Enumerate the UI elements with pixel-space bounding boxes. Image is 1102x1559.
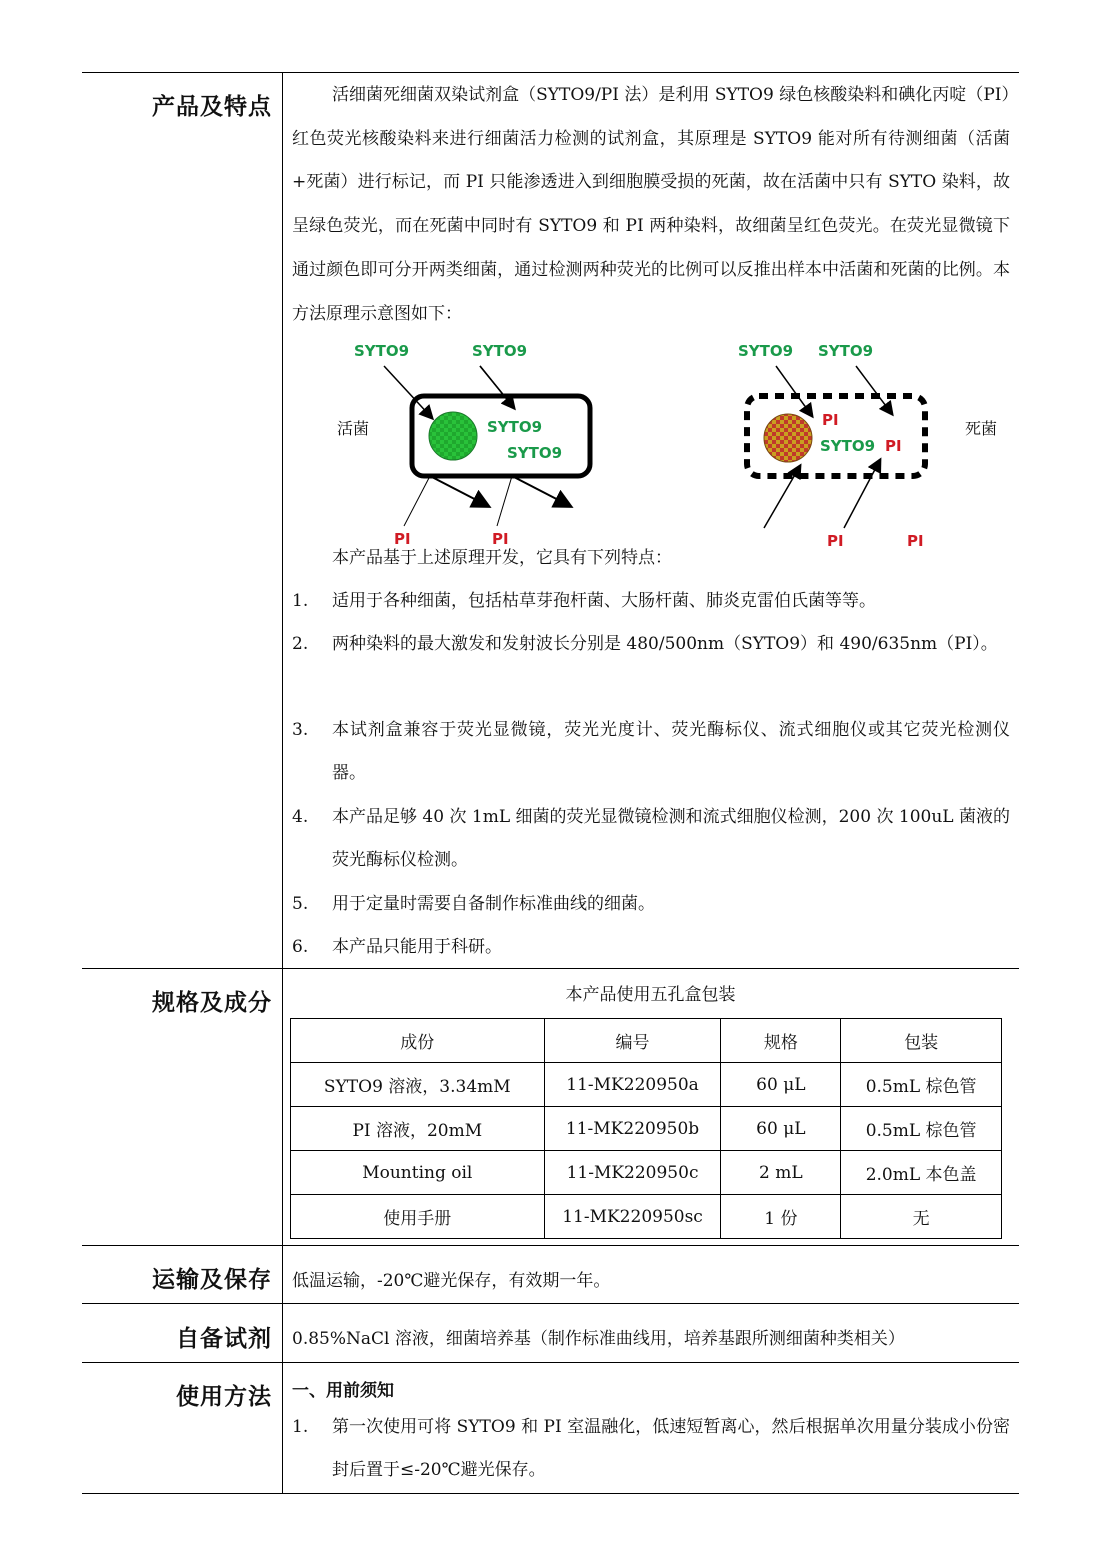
- feature-item-text: 本试剂盒兼容于荧光显微镜，荧光光度计、荧光酶标仪、流式细胞仪或其它荧光检测仪器。: [332, 720, 1010, 783]
- spec-cell: Mounting oil: [291, 1151, 545, 1195]
- section-label-features: 产品及特点: [152, 94, 272, 120]
- spec-cell: 60 μL: [721, 1107, 841, 1151]
- section-label-storage: 运输及保存: [152, 1267, 272, 1293]
- feature-item: [292, 926, 1010, 969]
- dead-pi-label-2: PI: [907, 532, 924, 550]
- spec-cell: 11-MK220950c: [544, 1151, 721, 1195]
- feature-item: [292, 883, 1010, 926]
- features-lead: 本产品基于上述原理开发，它具有下列特点：: [332, 548, 672, 568]
- spec-caption: 本产品使用五孔盒包装: [565, 985, 736, 1005]
- feature-item-number: 3.: [292, 720, 309, 740]
- dead-pi-arrow-2: [844, 460, 880, 528]
- section-label-reagents: 自备试剂: [176, 1326, 272, 1352]
- feature-item-text: 本产品只能用于科研。: [332, 937, 502, 957]
- column-divider: [282, 72, 283, 1494]
- live-syto9-label-1: SYTO9: [354, 342, 410, 360]
- spec-cell: 无: [841, 1195, 1002, 1239]
- spec-cell: 11-MK220950a: [544, 1063, 721, 1107]
- spec-header-cell: 规格: [721, 1019, 841, 1063]
- dead-cell-nucleus: [764, 414, 812, 462]
- spec-cell: 2.0mL 本色盖: [841, 1151, 1002, 1195]
- live-pi-arrow-1: [430, 476, 488, 506]
- live-syto9-label-2: SYTO9: [472, 342, 528, 360]
- spec-cell: 0.5mL 棕色管: [841, 1107, 1002, 1151]
- feature-item-number: 2.: [292, 634, 309, 654]
- spec-table: [290, 1018, 1002, 1239]
- dead-pi-label-1: PI: [827, 532, 844, 550]
- section-label-spec: 规格及成分: [152, 990, 272, 1016]
- live-pi-line-2: [497, 476, 512, 526]
- table-row: [291, 1107, 1002, 1151]
- reagents-text: 0.85%NaCl 溶液，细菌培养基（制作标准曲线用，培养基跟所测细菌种类相关）: [292, 1329, 905, 1349]
- features-intro: 活细菌死细菌双染试剂盒（SYTO9/PI 法）是利用 SYTO9 绿色核酸染料和碘化丙啶（PI）红色荧光核酸染料来进行细菌活力检测的试剂盒，其原理是 SYTO9 能对所有待测细菌（活菌+死菌）进行标记，而 PI 只能渗透进入到细胞膜受损的死菌，故在活菌中只有 SYTO 染料，故呈绿色荧光，而在死菌中同时有 SYTO9 和 PI 两种染料，故细菌呈红色荧光。在荧光显微镜下通过颜色即可分开两类细菌，通过检测两种荧光的比例可以反推出样本中活菌和死菌的比例。本方法原理示意图如下：: [292, 85, 1010, 324]
- spec-table-header-row: [291, 1019, 1002, 1063]
- live-pi-arrow-2: [512, 476, 570, 506]
- dead-pi-inside-2: PI: [885, 437, 902, 455]
- rule-after-spec: [82, 1245, 1019, 1246]
- spec-cell: 2 mL: [721, 1151, 841, 1195]
- feature-item-text: 本产品足够 40 次 1mL 细菌的荧光显微镜检测和流式细胞仪检测，200 次 100uL 菌液的荧光酶标仪检测。: [332, 807, 1010, 870]
- spec-cell: 1 份: [721, 1195, 841, 1239]
- feature-item-number: 1.: [292, 591, 309, 611]
- usage-item: [292, 1406, 1010, 1492]
- spec-header-cell: 包装: [841, 1019, 1002, 1063]
- dead-syto9-inside: SYTO9: [820, 437, 876, 455]
- spec-cell: 11-MK220950sc: [544, 1195, 721, 1239]
- spec-cell: 11-MK220950b: [544, 1107, 721, 1151]
- live-syto9-inside-2: SYTO9: [507, 444, 563, 462]
- dead-syto9-arrow-1: [776, 366, 812, 416]
- spec-cell: 0.5mL 棕色管: [841, 1063, 1002, 1107]
- feature-item-number: 4.: [292, 807, 309, 827]
- feature-item-number: 5.: [292, 894, 309, 914]
- table-row: [291, 1063, 1002, 1107]
- live-pi-line-1: [404, 476, 430, 526]
- feature-item: [292, 796, 1010, 882]
- principle-diagram: [332, 336, 998, 550]
- feature-item: [292, 580, 1010, 623]
- rule-after-storage: [82, 1303, 1019, 1304]
- spec-cell: PI 溶液，20mM: [291, 1107, 545, 1151]
- storage-text: 低温运输，-20℃避光保存，有效期一年。: [292, 1271, 611, 1291]
- spec-cell: 使用手册: [291, 1195, 545, 1239]
- table-row: [291, 1195, 1002, 1239]
- live-syto9-arrow-1: [384, 366, 432, 418]
- feature-item: [292, 623, 1010, 666]
- usage-item-number: 1.: [292, 1417, 309, 1437]
- rule-bottom: [82, 1493, 1019, 1494]
- table-row: [291, 1151, 1002, 1195]
- feature-item-number: 6.: [292, 937, 309, 957]
- section-label-usage: 使用方法: [176, 1384, 272, 1410]
- feature-item: [292, 709, 1010, 795]
- feature-item-text: 用于定量时需要自备制作标准曲线的细菌。: [332, 894, 655, 914]
- spec-header-cell: 编号: [544, 1019, 721, 1063]
- usage-subhead: 一、用前须知: [292, 1381, 394, 1401]
- dead-bacteria-label: 死菌: [965, 419, 998, 438]
- usage-item-text: 第一次使用可将 SYTO9 和 PI 室温融化，低速短暂离心，然后根据单次用量分装成小份密封后置于≤-20℃避光保存。: [332, 1417, 1010, 1480]
- live-pi-label-1: PI: [394, 530, 411, 548]
- spec-cell: SYTO9 溶液，3.34mM: [291, 1063, 545, 1107]
- feature-item-text: 两种染料的最大激发和发射波长分别是 480/500nm（SYTO9）和 490/635nm（PI）。: [332, 634, 998, 654]
- feature-item-text: 适用于各种细菌，包括枯草芽孢杆菌、大肠杆菌、肺炎克雷伯氏菌等等。: [332, 591, 876, 611]
- live-bacteria-label: 活菌: [337, 419, 370, 438]
- dead-syto9-label-1: SYTO9: [738, 342, 794, 360]
- dead-syto9-arrow-2: [856, 366, 892, 414]
- live-syto9-inside-1: SYTO9: [487, 418, 543, 436]
- dead-pi-inside-1: PI: [822, 411, 839, 429]
- live-cell-nucleus: [429, 412, 477, 460]
- spec-cell: 60 μL: [721, 1063, 841, 1107]
- rule-after-reagents: [82, 1362, 1019, 1363]
- spec-header-cell: 成份: [291, 1019, 545, 1063]
- rule-top: [82, 72, 1019, 73]
- dead-syto9-label-2: SYTO9: [818, 342, 874, 360]
- live-pi-label-2: PI: [492, 530, 509, 548]
